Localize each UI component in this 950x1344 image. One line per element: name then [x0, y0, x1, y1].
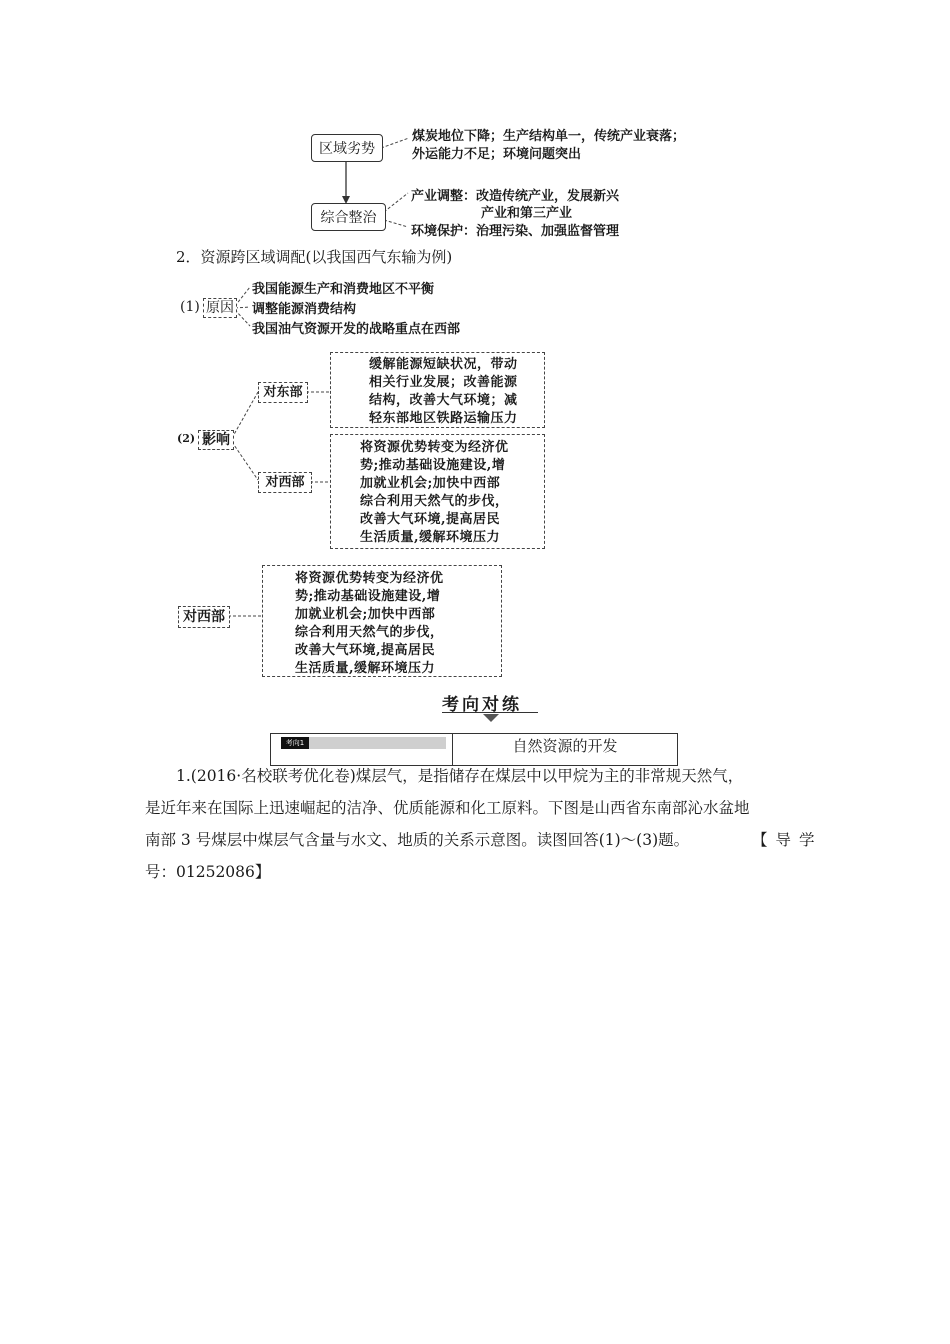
cause-box — [203, 298, 237, 318]
west-text-line4: 综合利用天然气的步伐， — [360, 494, 509, 509]
east-text-line4: 轻东部地区铁路运输压力 — [369, 411, 518, 426]
east-box — [258, 382, 308, 403]
west-text-line1: 将资源优势转变为经济优 — [360, 440, 509, 455]
west-label-standalone: 对西部 — [183, 609, 225, 625]
west-label: 对西部 — [265, 475, 305, 490]
environment-protect-line: 环境保护：治理污染、加强监督管理 — [411, 224, 620, 239]
cause-item-2: 调整能源消费结构 — [252, 302, 357, 317]
impact-label: 影响 — [202, 432, 230, 448]
disadvantage-text-line2: 外运能力不足；环境问题突出 — [412, 147, 582, 162]
west-text-line5: 改善大气环境,提高居民 — [360, 512, 501, 527]
regional-disadvantage-box — [311, 134, 383, 162]
question-line2: 是近年来在国际上迅速崛起的洁净、优质能源和化工原料。下图是山西省东南部沁水盆地 — [145, 799, 750, 817]
cause-label: 原因 — [206, 300, 234, 316]
west-text-line2: 势;推动基础设施建设,增 — [360, 458, 506, 473]
question-line4: 号：01252086】 — [145, 863, 271, 881]
cause-item-3: 我国油气资源开发的战略重点在西部 — [252, 322, 461, 337]
west-box — [258, 472, 312, 493]
east-text-line1: 缓解能源短缺状况，带动 — [369, 357, 518, 372]
impact-number: (2) — [177, 432, 196, 445]
west2-text-line2: 势;推动基础设施建设,增 — [295, 589, 441, 604]
west-box-standalone — [178, 606, 230, 628]
practice-title-underline — [442, 712, 538, 713]
east-text-line3: 结构，改善大气环境；减 — [369, 393, 518, 408]
industry-adjust-line1: 产业调整：改造传统产业，发展新兴 — [411, 189, 620, 204]
question-line3: 南部 3 号煤层中煤层气含量与水文、地质的关系示意图。读图回答(1)～(3)题。 — [145, 831, 690, 849]
topic-title: 自然资源的开发 — [512, 737, 618, 755]
regional-disadvantage-label: 区域劣势 — [319, 141, 375, 157]
west2-text-line3: 加就业机会;加快中西部 — [295, 607, 436, 622]
west2-text-line6: 生活质量,缓解环境压力 — [295, 661, 436, 676]
west-text-line6: 生活质量,缓解环境压力 — [360, 530, 501, 545]
west-text-line3: 加就业机会;加快中西部 — [360, 476, 501, 491]
east-text-line2: 相关行业发展；改善能源 — [369, 375, 518, 390]
impact-box — [198, 430, 234, 450]
cause-number: (1) — [180, 299, 200, 315]
topic-table — [270, 733, 678, 766]
comprehensive-governance-label: 综合整治 — [320, 210, 377, 226]
industry-adjust-line2: 产业和第三产业 — [481, 206, 573, 221]
section2-heading: 2．资源跨区域调配(以我国西气东输为例) — [176, 248, 453, 266]
topic-tag: 考向1 — [281, 737, 309, 749]
comprehensive-governance-box — [311, 203, 386, 231]
topic-tag-cell — [271, 734, 453, 765]
guide-ref-bracket: 【导学 — [752, 831, 823, 849]
practice-title: 考向对练 — [442, 695, 522, 715]
cause-item-1: 我国能源生产和消费地区不平衡 — [252, 282, 435, 297]
east-label: 对东部 — [263, 385, 303, 400]
west2-text-line1: 将资源优势转变为经济优 — [295, 571, 444, 586]
west2-text-line4: 综合利用天然气的步伐， — [295, 625, 444, 640]
disadvantage-text-line1: 煤炭地位下降；生产结构单一，传统产业衰落； — [412, 129, 686, 144]
west2-text-line5: 改善大气环境,提高居民 — [295, 643, 436, 658]
question-line1: 1.(2016·名校联考优化卷)煤层气，是指储存在煤层中以甲烷为主的非常规天然气， — [176, 767, 744, 785]
down-triangle-icon — [483, 714, 499, 722]
